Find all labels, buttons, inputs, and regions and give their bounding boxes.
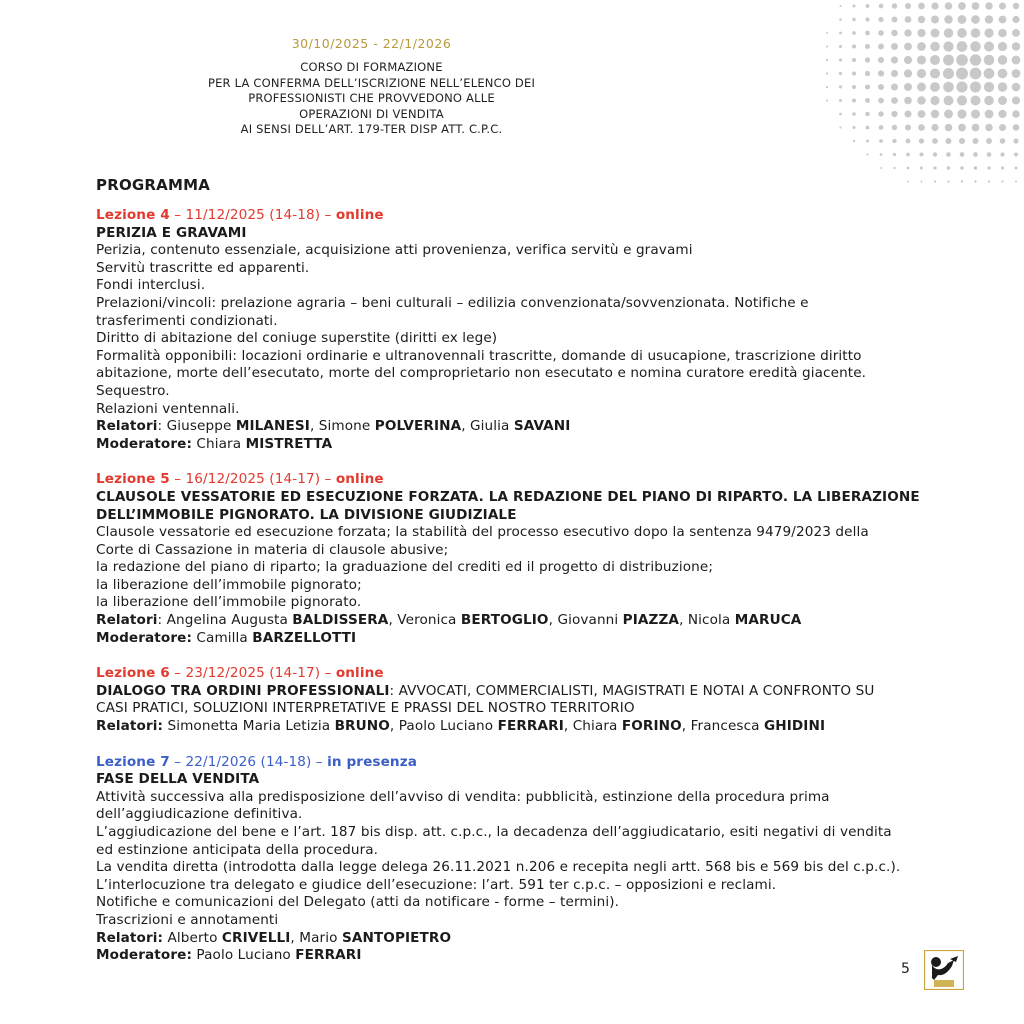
halftone-dot [985, 15, 993, 23]
lesson-heading [96, 665, 996, 683]
speaker-first: Giulia [470, 418, 510, 435]
halftone-dot [880, 167, 882, 169]
halftone-dot [826, 45, 828, 47]
speaker-first: Giovanni [557, 612, 619, 629]
halftone-dot [891, 111, 897, 117]
halftone-dot [865, 31, 870, 36]
halftone-dot [878, 17, 883, 22]
parla-con-noi-logo [924, 950, 964, 990]
lesson-mode: in presenza [327, 753, 417, 770]
halftone-dot [984, 68, 995, 79]
lesson-subject-rest: : AVVOCATI, COMMERCIALISTI, MAGISTRATI E NOTAI A CONFRONTO SU [389, 682, 875, 699]
halftone-dot [960, 166, 963, 169]
header-line: PER LA CONFERMA DELL’ISCRIZIONE NELL’ELENCO DEI [207, 75, 536, 90]
halftone-dot [918, 110, 926, 118]
halftone-dot [919, 152, 923, 156]
lesson-text-line: ed estinzione anticipata della procedura. [96, 841, 379, 858]
halftone-dot [865, 44, 870, 49]
speakers: Relatori: Alberto CRIVELLI, Mario SANTOPIETRO [96, 929, 452, 946]
halftone-dot [958, 2, 966, 10]
halftone-dot [917, 69, 926, 78]
halftone-dot [930, 96, 939, 105]
lesson-date: – 11/12/2025 (14-18) – [169, 207, 336, 223]
moderator-label: Moderatore: [96, 947, 192, 964]
lesson-text-line: dell’aggiudicazione definitiva. [96, 806, 303, 823]
halftone-dot [839, 18, 842, 21]
halftone-dot [998, 69, 1008, 79]
halftone-dot [1012, 96, 1020, 104]
speakers: Relatori: Angelina Augusta BALDISSERA, Veronica BERTOGLIO, Giovanni PIAZZA, Nicola MARUCA [96, 612, 802, 629]
halftone-dot [959, 138, 965, 144]
halftone-dot [970, 68, 982, 80]
speaker-last: BRUNO [334, 718, 390, 735]
halftone-dot [987, 152, 992, 157]
halftone-dot [904, 69, 912, 77]
halftone-dot [930, 42, 940, 52]
halftone-dot [1012, 110, 1020, 118]
lesson-heading [96, 754, 996, 772]
halftone-dot [998, 42, 1007, 51]
moderator-first: Paolo Luciano [196, 947, 291, 964]
halftone-dot [958, 15, 967, 24]
moderator-label: Moderatore: [96, 435, 192, 452]
halftone-dot [879, 4, 884, 9]
halftone-dot [999, 2, 1006, 9]
halftone-dot [956, 54, 968, 66]
halftone-dot [839, 99, 842, 102]
header-line: CORSO DI FORMAZIONE [300, 60, 443, 74]
halftone-dot [893, 167, 895, 169]
halftone-dot [933, 152, 937, 156]
speaker-last: FORINO [621, 718, 682, 735]
halftone-dot [852, 112, 856, 116]
halftone-dot [826, 99, 828, 101]
speaker-first: Nicola [687, 612, 731, 629]
speaker-first: Simone [318, 418, 371, 435]
moderator [96, 630, 996, 648]
halftone-dot [917, 83, 926, 92]
halftone-dot [917, 42, 926, 51]
lesson-text-line: Sequestro. [96, 382, 170, 399]
halftone-dot [866, 4, 870, 8]
halftone-dot [1012, 29, 1020, 37]
moderator-first: Chiara [196, 435, 242, 452]
halftone-dot [960, 152, 965, 157]
speaker-first: Alberto [167, 929, 218, 946]
lesson-date: – 16/12/2025 (14-17) – [169, 471, 336, 488]
halftone-dot [839, 58, 842, 61]
halftone-dot [853, 140, 855, 142]
halftone-dot [999, 16, 1007, 24]
halftone-dot [1013, 138, 1018, 143]
halftone-dot [920, 167, 923, 170]
moderator-last: MISTRETTA [245, 435, 333, 452]
halftone-dot [1015, 167, 1018, 170]
halftone-dot [892, 139, 896, 143]
halftone-dot [920, 180, 922, 182]
speaker-first: Paolo Luciano [398, 718, 494, 735]
halftone-dot [879, 139, 883, 143]
lesson-label: Lezione 5 [96, 471, 170, 488]
speaker-last: POLVERINA [374, 418, 462, 435]
speaker-last: MILANESI [235, 418, 310, 435]
halftone-dot [998, 82, 1007, 91]
moderator-label: Moderatore: [96, 629, 192, 646]
halftone-dot [931, 15, 939, 23]
halftone-dot [918, 124, 925, 131]
halftone-dot [852, 99, 856, 103]
speakers-label: Relatori: [96, 929, 164, 946]
halftone-dot [1013, 124, 1019, 130]
halftone-dot [930, 82, 940, 92]
halftone-dot [987, 166, 990, 169]
halftone-dot [891, 83, 898, 90]
halftone-dot [904, 43, 912, 51]
halftone-dot [839, 85, 842, 88]
speaker-first: Francesca [690, 718, 760, 735]
header-line: OPERAZIONI DI VENDITA [299, 106, 444, 121]
halftone-dot [984, 82, 994, 92]
halftone-dot [826, 72, 828, 74]
halftone-dot [998, 55, 1008, 65]
lesson-text-line: la liberazione dell’immobile pignorato; [96, 576, 362, 593]
halftone-dot [891, 16, 897, 22]
halftone-dot [918, 16, 926, 24]
halftone-dot [839, 5, 841, 7]
halftone-dot [1013, 3, 1019, 9]
lesson-text-line: Clausole vessatorie ed esecuzione forzata; la stabilità del processo esecutivo dopo la sentenza 9479/2023 della [96, 524, 869, 541]
halftone-dot [839, 113, 842, 116]
halftone-dot [865, 17, 869, 21]
header-line: AI SENSI DELL’ART. 179-TER DISP ATT. C.P.C. [240, 122, 503, 137]
course-dates: 30/10/2025 - 22/1/2026 [291, 36, 452, 51]
halftone-dot [943, 55, 954, 66]
halftone-dot [904, 56, 912, 64]
halftone-dot [974, 166, 977, 169]
halftone-dot [839, 32, 842, 35]
speakers: Relatori: Giuseppe MILANESI, Simone POLVERINA, Giulia SAVANI [96, 418, 571, 435]
lesson-text-line: Relazioni ventennali. [96, 400, 240, 417]
speaker-last: SAVANI [513, 418, 571, 435]
lesson-text-line: la liberazione dell’immobile pignorato. [96, 594, 362, 611]
speaker-first: Giuseppe [166, 418, 232, 435]
lesson-text-line: Formalità opponibili: locazioni ordinarie e ultranovennali trascritte, domande di usucapione, trascrizione diritto [96, 347, 862, 364]
speaker-first: Veronica [397, 612, 457, 629]
lesson-text-line: Fondi interclusi. [96, 277, 206, 294]
halftone-dot [943, 68, 954, 79]
moderator-last: BARZELLOTTI [252, 629, 357, 646]
halftone-dot [852, 58, 856, 62]
lesson-text-line: abitazione, morte dell’esecutato, morte del comproprietario non esecutato e nomina curatore eredità giacente. [96, 365, 867, 382]
halftone-dot [1000, 138, 1006, 144]
halftone-dot [904, 29, 911, 36]
halftone-dot [972, 138, 978, 144]
halftone-dot [907, 181, 909, 183]
halftone-dot [934, 180, 936, 182]
speaker-first: Angelina Augusta [166, 612, 288, 629]
speaker-first: Chiara [572, 718, 618, 735]
halftone-dot [931, 124, 938, 131]
page-number: 5 [901, 961, 910, 977]
halftone-dot [826, 59, 828, 61]
halftone-dot [878, 98, 884, 104]
halftone-dot [879, 125, 884, 130]
lesson-text-line: Prelazioni/vincoli: prelazione agraria – beni culturali – edilizia convenzionata/sovvenzionata. Notifiche e [96, 294, 809, 311]
course-header [180, 60, 563, 138]
halftone-dot [878, 57, 884, 63]
lesson-date: – 22/1/2026 (14-18) – [169, 753, 328, 770]
lesson-mode: online [335, 665, 384, 682]
lesson-subject-bold: DIALOGO TRA ORDINI PROFESSIONALI [96, 682, 390, 699]
lesson-label: Lezione 4 [96, 207, 170, 223]
lesson-mode: online [335, 207, 384, 223]
lesson-text-line: L’interlocuzione tra delegato e giudice dell’esecuzione: l’art. 591 ter c.p.c. – opposizioni e reclami. [96, 876, 777, 893]
halftone-dot [891, 43, 898, 50]
lesson-subject-rest: CASI PRATICI, SOLUZIONI INTERPRETATIVE E PRASSI DEL NOSTRO TERRITORIO [96, 700, 635, 717]
lesson-text-line: la redazione del piano di riparto; la graduazione del crediti ed il progetto di distribuzione; [96, 559, 714, 576]
speaker-last: GHIDINI [764, 718, 826, 735]
halftone-dot [985, 2, 992, 9]
halftone-dot [931, 110, 939, 118]
halftone-dot [945, 124, 953, 132]
halftone-dot [930, 55, 940, 65]
halftone-dot [961, 180, 963, 182]
halftone-dot [852, 126, 855, 129]
halftone-dot [878, 30, 884, 36]
halftone-dot [906, 139, 911, 144]
halftone-dot [956, 67, 968, 79]
lesson-text-line: Corte di Cassazione in materia di clausole abusive; [96, 541, 449, 558]
halftone-dot [917, 29, 925, 37]
speaker-last: BERTOGLIO [460, 612, 549, 629]
halftone-dot [999, 124, 1006, 131]
halftone-dot [891, 56, 898, 63]
speaker-first: Simonetta Maria Letizia [167, 718, 331, 735]
halftone-dot [878, 111, 883, 116]
moderator [96, 436, 996, 454]
program-content [96, 207, 996, 965]
halftone-dot [917, 55, 926, 64]
halftone-dot [943, 41, 953, 51]
halftone-dot [984, 96, 994, 106]
halftone-dot [853, 5, 856, 8]
lesson-heading [96, 471, 996, 489]
lesson-subject [96, 683, 996, 701]
halftone-dot [930, 68, 940, 78]
halftone-dot [905, 3, 911, 9]
halftone-dot [957, 109, 966, 118]
halftone-dot [904, 110, 911, 117]
speaker-last: MARUCA [734, 612, 802, 629]
speakers: Relatori: Simonetta Maria Letizia BRUNO, Paolo Luciano FERRARI, Chiara FORINO, Francesca GHIDINI [96, 718, 826, 735]
halftone-dot [971, 15, 980, 24]
halftone-dot [956, 81, 967, 92]
lesson-label: Lezione 7 [96, 753, 170, 770]
halftone-dot [971, 28, 981, 38]
halftone-dot [839, 72, 842, 75]
halftone-dot [944, 28, 953, 37]
halftone-dot [839, 45, 842, 48]
halftone-dot [944, 15, 953, 24]
speaker-last: FERRARI [497, 718, 564, 735]
halftone-dot [852, 44, 856, 48]
halftone-dot [974, 180, 976, 182]
halftone-dot [1001, 166, 1004, 169]
halftone-dot [931, 2, 938, 9]
lesson-text-line: Servitù trascritte ed apparenti. [96, 259, 310, 276]
lesson-text-line: trasferimenti condizionati. [96, 312, 278, 329]
halftone-dot [905, 124, 911, 130]
halftone-dot [970, 54, 981, 65]
halftone-dot [984, 28, 993, 37]
halftone-dot [970, 41, 981, 52]
halftone-dot [906, 153, 910, 157]
speaker-last: PIAZZA [622, 612, 680, 629]
halftone-dot [946, 152, 951, 157]
halftone-dot [1014, 153, 1018, 157]
halftone-dot [972, 124, 980, 132]
speaker-first: Mario [299, 929, 338, 946]
halftone-dot [1012, 69, 1021, 78]
lesson-heading [96, 207, 996, 225]
lesson-subject: PERIZIA E GRAVAMI [96, 224, 247, 241]
halftone-dot [904, 97, 912, 105]
halftone-dot [998, 96, 1007, 105]
moderator-first: Camilla [196, 629, 248, 646]
speaker-last: SANTOPIETRO [341, 929, 452, 946]
lesson-5 [96, 471, 996, 647]
halftone-dot [957, 28, 967, 38]
halftone-dot [998, 110, 1006, 118]
halftone-dot [866, 139, 869, 142]
halftone-dot [878, 70, 884, 76]
halftone-dot [998, 29, 1007, 38]
speakers-label: Relatori [96, 612, 158, 629]
halftone-dot [918, 3, 925, 10]
halftone-dot [957, 95, 967, 105]
lesson-text-line: La vendita diretta (introdotta dalla legge delega 26.11.2021 n.206 e recepita negli artt. 568 bis e 569 bis del c.p.c.). [96, 859, 901, 876]
halftone-dot [943, 82, 954, 93]
halftone-dot [1015, 181, 1017, 183]
halftone-dot [878, 84, 884, 90]
halftone-dot [865, 57, 870, 62]
halftone-dot [988, 180, 990, 182]
halftone-dot [945, 2, 953, 10]
lesson-subject: CLAUSOLE VESSATORIE ED ESECUZIONE FORZATA. LA REDAZIONE DEL PIANO DI RIPARTO. LA LIBERAZIONE [96, 488, 920, 505]
halftone-dot [973, 152, 978, 157]
halftone-dot [880, 153, 883, 156]
speakers-label: Relatori [96, 418, 158, 435]
lesson-text-line: Trascrizioni e annotamenti [96, 911, 279, 928]
halftone-dot [839, 126, 841, 128]
halftone-dot [972, 2, 980, 10]
moderator-last: FERRARI [295, 947, 362, 964]
lesson-subject: DELL’IMMOBILE PIGNORATO. LA DIVISIONE GIUDIZIALE [96, 506, 517, 523]
lesson-text-line: Notifiche e comunicazioni del Delegato (atti da notificare - forme – termini). [96, 894, 620, 911]
halftone-dot [891, 30, 898, 37]
halftone-dot [852, 18, 855, 21]
halftone-dot [865, 84, 870, 89]
halftone-dot [917, 96, 925, 104]
lesson-6 [96, 665, 996, 735]
speakers-label: Relatori: [96, 718, 164, 735]
halftone-dot [944, 110, 953, 119]
halftone-dot [852, 31, 856, 35]
halftone-dot [1001, 180, 1003, 182]
halftone-dot [984, 42, 994, 52]
halftone-dot [933, 166, 936, 169]
moderator [96, 947, 996, 965]
halftone-dot [986, 138, 992, 144]
halftone-dot [904, 83, 912, 91]
lesson-4 [96, 207, 996, 453]
speaker-last: CRIVELLI [221, 929, 291, 946]
halftone-dot [931, 29, 940, 38]
halftone-dot [984, 55, 995, 66]
halftone-dot [891, 70, 898, 77]
halftone-dot [947, 166, 950, 169]
halftone-dot [878, 44, 884, 50]
halftone-dot [1012, 83, 1021, 92]
lesson-text-line: Diritto di abitazione del coniuge superstite (diritti ex lege) [96, 330, 498, 347]
lesson-mode: online [335, 471, 384, 488]
halftone-dot [957, 41, 968, 52]
halftone-dot [852, 85, 856, 89]
speaker-last: BALDISSERA [292, 612, 389, 629]
halftone-dot [944, 96, 954, 106]
halftone-dot [958, 124, 966, 132]
halftone-dot [865, 98, 870, 103]
header-line: PROFESSIONISTI CHE PROVVEDONO ALLE [248, 91, 495, 106]
lesson-text-line: Perizia, contenuto essenziale, acquisizione atti provenienza, verifica servitù e gravami [96, 242, 693, 259]
halftone-dot [891, 97, 898, 104]
halftone-dot [865, 112, 870, 117]
halftone-dot [905, 16, 912, 23]
halftone-dot [1012, 42, 1020, 50]
halftone-dot [826, 32, 828, 34]
halftone-dot [970, 82, 981, 93]
lesson-subject: FASE DELLA VENDITA [96, 771, 260, 788]
halftone-dot [907, 167, 910, 170]
halftone-dot [1012, 56, 1021, 65]
halftone-dot [866, 153, 868, 155]
halftone-dot [919, 138, 924, 143]
halftone-dot [985, 110, 994, 119]
halftone-dot [932, 138, 938, 144]
halftone-dot [892, 3, 897, 8]
halftone-dot [971, 109, 980, 118]
halftone-dot [866, 126, 870, 130]
halftone-dot [852, 71, 856, 75]
halftone-dot [826, 86, 828, 88]
halftone-dot [970, 95, 980, 105]
lesson-label: Lezione 6 [96, 665, 170, 682]
halftone-dot [947, 180, 949, 182]
lesson-text-line: L’aggiudicazione del bene e l’art. 187 bis disp. att. c.p.c., la decadenza dell’aggiudicatario, esiti negativi di vendita [96, 824, 892, 840]
program-title: PROGRAMMA [96, 176, 211, 194]
halftone-dot [865, 71, 870, 76]
lesson-text-line: Attività successiva alla predisposizione dell’avviso di vendita: pubblicità, estinzione della procedura prima [96, 788, 830, 805]
lesson-date: – 23/12/2025 (14-17) – [169, 665, 336, 682]
halftone-dot [892, 125, 897, 130]
halftone-dot [946, 138, 952, 144]
halftone-dot [1000, 152, 1004, 156]
halftone-dot [985, 124, 992, 131]
lesson-7 [96, 754, 996, 965]
halftone-dot [893, 153, 896, 156]
halftone-dot [1012, 16, 1019, 23]
